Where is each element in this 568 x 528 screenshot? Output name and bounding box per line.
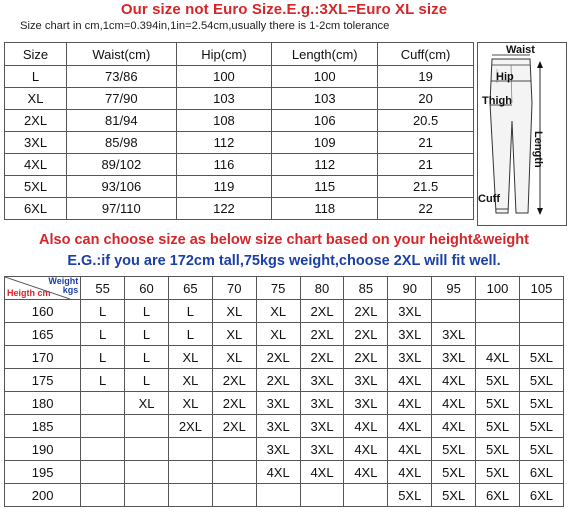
table-row xyxy=(5,88,474,110)
table-cell: L xyxy=(81,369,125,392)
table-cell: 100 xyxy=(176,66,272,88)
table-cell: 5XL xyxy=(432,461,476,484)
table-cell: 4XL xyxy=(300,461,344,484)
pants-diagram xyxy=(477,42,567,226)
size-table-header: Size xyxy=(5,43,67,66)
table-cell: 2XL xyxy=(5,110,67,132)
table-cell: 2XL xyxy=(344,300,388,323)
table-cell: 85/98 xyxy=(67,132,177,154)
table-row xyxy=(5,369,564,392)
table-cell: XL xyxy=(256,323,300,346)
table-cell: 2XL xyxy=(212,415,256,438)
table-cell: 4XL xyxy=(388,438,432,461)
table-cell xyxy=(519,323,563,346)
table-cell: 77/90 xyxy=(67,88,177,110)
table-cell xyxy=(476,323,520,346)
thigh-label: Thigh xyxy=(482,95,512,107)
table-row xyxy=(5,415,564,438)
table-cell: 5XL xyxy=(432,484,476,507)
table-cell: 2XL xyxy=(344,346,388,369)
table-cell: 5XL xyxy=(519,438,563,461)
table-cell: 6XL xyxy=(476,484,520,507)
table-cell xyxy=(432,300,476,323)
table-cell: L xyxy=(125,369,169,392)
table-cell: 3XL xyxy=(388,346,432,369)
weight-header: 105 xyxy=(519,277,563,300)
table-cell: XL xyxy=(212,346,256,369)
table-row xyxy=(5,66,474,88)
table-cell: 3XL xyxy=(300,369,344,392)
table-cell: 116 xyxy=(176,154,272,176)
table-cell xyxy=(300,484,344,507)
table-cell xyxy=(125,438,169,461)
table-cell: 5XL xyxy=(519,392,563,415)
table-cell: 4XL xyxy=(432,415,476,438)
table-cell: L xyxy=(125,323,169,346)
table-row xyxy=(5,392,564,415)
table-cell: 2XL xyxy=(168,415,212,438)
table-cell xyxy=(81,392,125,415)
table-cell: 118 xyxy=(272,198,378,220)
table-cell: 4XL xyxy=(476,346,520,369)
table-cell: 4XL xyxy=(432,369,476,392)
size-chart-note: Size chart in cm,1cm=0.394in,1in=2.54cm,usually there is 1-2cm tolerance xyxy=(20,20,390,32)
table-cell: 103 xyxy=(272,88,378,110)
table-cell xyxy=(212,438,256,461)
table-cell: 5XL xyxy=(476,415,520,438)
table-cell: L xyxy=(125,300,169,323)
table-cell: 2XL xyxy=(256,346,300,369)
table-cell: 5XL xyxy=(519,346,563,369)
table-cell: 5XL xyxy=(476,369,520,392)
table-cell: 4XL xyxy=(388,461,432,484)
table-cell: 3XL xyxy=(344,392,388,415)
table-cell xyxy=(81,438,125,461)
table-cell xyxy=(125,461,169,484)
table-cell xyxy=(476,300,520,323)
table-cell: 5XL xyxy=(519,369,563,392)
length-label: Length xyxy=(532,131,544,168)
table-cell: 4XL xyxy=(388,369,432,392)
table-cell xyxy=(212,461,256,484)
table-cell: L xyxy=(81,346,125,369)
size-table-header: Waist(cm) xyxy=(67,43,177,66)
weight-header: 95 xyxy=(432,277,476,300)
table-cell: 3XL xyxy=(256,392,300,415)
table-cell: 3XL xyxy=(300,438,344,461)
table-cell: XL xyxy=(212,300,256,323)
table-cell: XL xyxy=(168,346,212,369)
height-weight-table xyxy=(4,276,564,507)
table-cell: 21 xyxy=(378,154,474,176)
table-cell: 21 xyxy=(378,132,474,154)
table-cell: 4XL xyxy=(5,154,67,176)
height-header: 160 xyxy=(5,300,81,323)
table-cell: 5XL xyxy=(432,438,476,461)
height-header: 165 xyxy=(5,323,81,346)
table-cell: 3XL xyxy=(256,415,300,438)
table-corner-cell xyxy=(5,277,81,300)
weight-header: 85 xyxy=(344,277,388,300)
table-cell: L xyxy=(168,300,212,323)
table-cell: 81/94 xyxy=(67,110,177,132)
table-cell xyxy=(519,300,563,323)
cuff-label: Cuff xyxy=(478,193,500,205)
table-cell: XL xyxy=(168,392,212,415)
table-cell: 112 xyxy=(176,132,272,154)
table-cell: 5XL xyxy=(476,461,520,484)
table-row xyxy=(5,154,474,176)
weight-header: 75 xyxy=(256,277,300,300)
table-cell: XL xyxy=(212,323,256,346)
table-cell: XL xyxy=(5,88,67,110)
table-row xyxy=(5,323,564,346)
table-row xyxy=(5,198,474,220)
hip-label: Hip xyxy=(496,71,514,83)
table-cell: 3XL xyxy=(5,132,67,154)
table-cell: 100 xyxy=(272,66,378,88)
table-cell: L xyxy=(168,323,212,346)
table-cell: 2XL xyxy=(300,346,344,369)
table-row xyxy=(5,300,564,323)
table-row xyxy=(5,484,564,507)
table-cell xyxy=(168,438,212,461)
table-row xyxy=(5,132,474,154)
weight-axis-label: Weight kgs xyxy=(48,276,79,295)
table-cell: 22 xyxy=(378,198,474,220)
table-cell xyxy=(212,484,256,507)
table-cell: 2XL xyxy=(212,369,256,392)
size-table-header: Cuff(cm) xyxy=(378,43,474,66)
table-cell: 106 xyxy=(272,110,378,132)
weight-header: 55 xyxy=(81,277,125,300)
table-cell xyxy=(81,415,125,438)
table-cell: 108 xyxy=(176,110,272,132)
hw-table-header-row xyxy=(5,277,564,300)
table-cell: 3XL xyxy=(388,323,432,346)
weight-header: 70 xyxy=(212,277,256,300)
table-cell xyxy=(168,461,212,484)
table-cell: L xyxy=(81,323,125,346)
table-cell: L xyxy=(125,346,169,369)
table-cell: 3XL xyxy=(256,438,300,461)
height-header: 200 xyxy=(5,484,81,507)
table-cell: 3XL xyxy=(432,323,476,346)
table-cell: 4XL xyxy=(344,438,388,461)
table-cell: L xyxy=(81,300,125,323)
height-header: 170 xyxy=(5,346,81,369)
example-note: E.G.:if you are 172cm tall,75kgs weight,choose 2XL will fit well. xyxy=(67,253,501,269)
table-cell: 3XL xyxy=(388,300,432,323)
table-cell: 2XL xyxy=(256,369,300,392)
table-cell: 2XL xyxy=(212,392,256,415)
table-cell: 109 xyxy=(272,132,378,154)
table-cell: 5XL xyxy=(519,415,563,438)
height-header: 175 xyxy=(5,369,81,392)
table-cell: 20.5 xyxy=(378,110,474,132)
table-row xyxy=(5,461,564,484)
table-cell xyxy=(256,484,300,507)
table-cell: 4XL xyxy=(256,461,300,484)
weight-header: 65 xyxy=(168,277,212,300)
table-cell: 4XL xyxy=(344,461,388,484)
size-table-header: Hip(cm) xyxy=(176,43,272,66)
size-chart-table xyxy=(4,42,474,220)
table-cell: 5XL xyxy=(388,484,432,507)
table-cell xyxy=(168,484,212,507)
table-cell: 2XL xyxy=(344,323,388,346)
table-cell: XL xyxy=(168,369,212,392)
table-cell: 4XL xyxy=(432,392,476,415)
table-cell xyxy=(81,484,125,507)
table-cell: 5XL xyxy=(5,176,67,198)
size-table-header-row xyxy=(5,43,474,66)
waist-label: Waist xyxy=(506,44,535,56)
table-cell: 4XL xyxy=(388,392,432,415)
table-cell: 3XL xyxy=(344,369,388,392)
table-cell: 6XL xyxy=(5,198,67,220)
table-row xyxy=(5,438,564,461)
table-cell xyxy=(125,484,169,507)
table-cell: 73/86 xyxy=(67,66,177,88)
table-row xyxy=(5,110,474,132)
table-cell: 119 xyxy=(176,176,272,198)
size-table-header: Length(cm) xyxy=(272,43,378,66)
table-cell xyxy=(81,461,125,484)
table-cell: 93/106 xyxy=(67,176,177,198)
table-cell: 5XL xyxy=(476,438,520,461)
table-cell: 89/102 xyxy=(67,154,177,176)
table-row xyxy=(5,176,474,198)
height-axis-label: Heigth cm xyxy=(7,288,51,298)
table-row xyxy=(5,346,564,369)
page-title: Our size not Euro Size.E.g.:3XL=Euro XL size xyxy=(120,1,448,18)
table-cell xyxy=(344,484,388,507)
table-cell: 3XL xyxy=(300,415,344,438)
height-header: 185 xyxy=(5,415,81,438)
weight-header: 100 xyxy=(476,277,520,300)
table-cell: 103 xyxy=(176,88,272,110)
table-cell: 122 xyxy=(176,198,272,220)
height-weight-note: Also can choose size as below size chart based on your height&weight xyxy=(39,232,529,248)
table-cell: 3XL xyxy=(300,392,344,415)
weight-header: 60 xyxy=(125,277,169,300)
table-cell: 20 xyxy=(378,88,474,110)
table-cell: L xyxy=(5,66,67,88)
table-cell: 112 xyxy=(272,154,378,176)
table-cell: 5XL xyxy=(476,392,520,415)
table-cell: 4XL xyxy=(388,415,432,438)
weight-header: 90 xyxy=(388,277,432,300)
height-header: 180 xyxy=(5,392,81,415)
table-cell: XL xyxy=(256,300,300,323)
table-cell: 6XL xyxy=(519,461,563,484)
table-cell: 115 xyxy=(272,176,378,198)
height-header: 195 xyxy=(5,461,81,484)
table-cell xyxy=(125,415,169,438)
table-cell: 21.5 xyxy=(378,176,474,198)
height-header: 190 xyxy=(5,438,81,461)
table-cell: 97/110 xyxy=(67,198,177,220)
table-cell: XL xyxy=(125,392,169,415)
table-cell: 4XL xyxy=(344,415,388,438)
table-cell: 19 xyxy=(378,66,474,88)
table-cell: 3XL xyxy=(432,346,476,369)
table-cell: 2XL xyxy=(300,300,344,323)
table-cell: 6XL xyxy=(519,484,563,507)
weight-header: 80 xyxy=(300,277,344,300)
table-cell: 2XL xyxy=(300,323,344,346)
